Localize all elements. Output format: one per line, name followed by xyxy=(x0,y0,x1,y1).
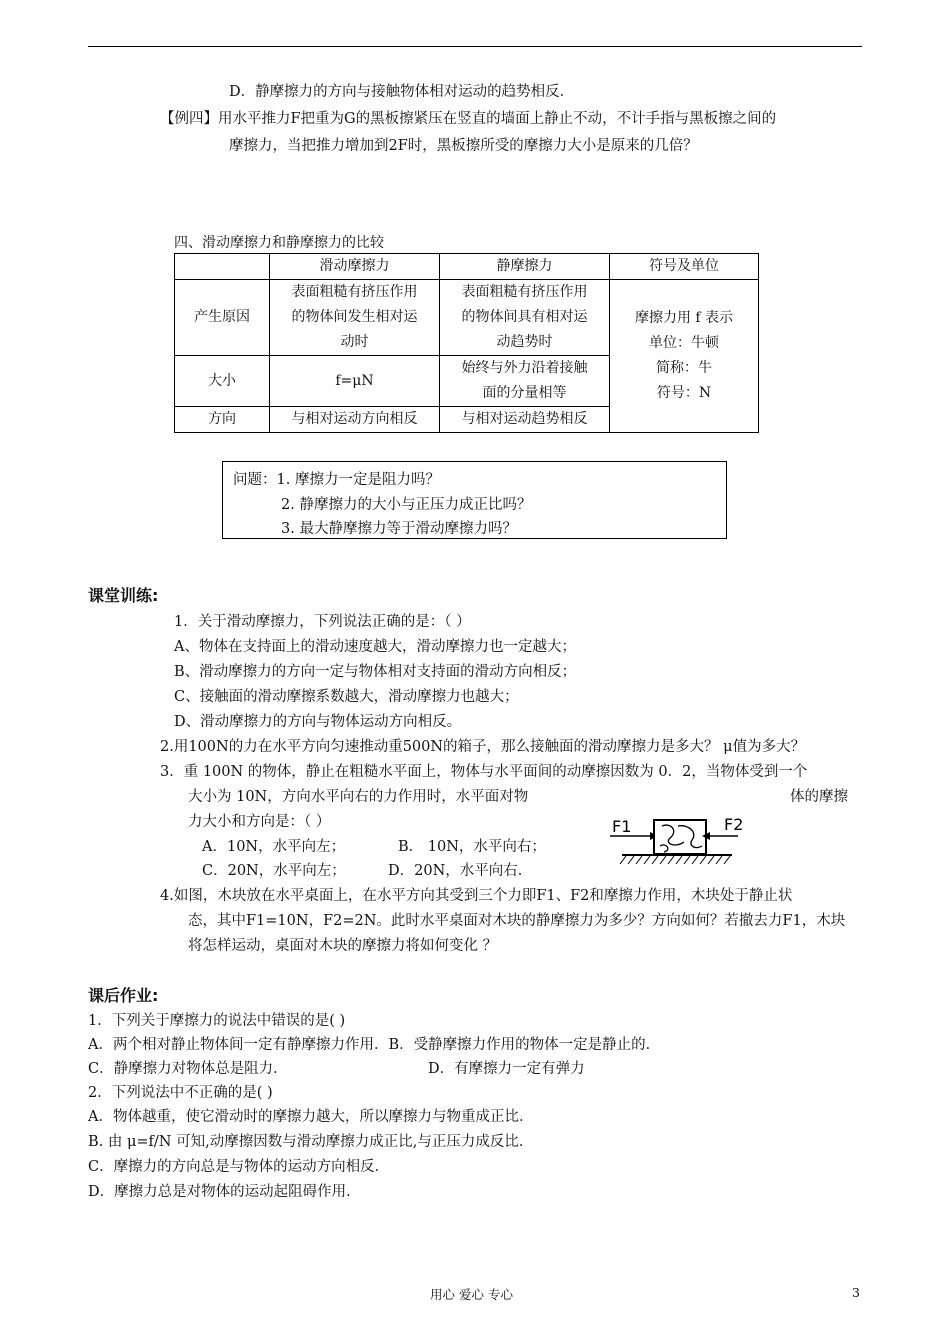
cell-line: 动趋势时 xyxy=(496,334,553,350)
classwork-q1-option-a: A、物体在支持面上的滑动速度越大，滑动摩擦力也一定越大； xyxy=(174,639,576,655)
homework-q1-options-ab: A．两个相对静止物体间一定有静摩擦力作用．B．受静摩擦力作用的物体一定是静止的． xyxy=(88,1037,661,1053)
cell-line: 动时 xyxy=(340,334,369,350)
cell-line: 始终与外力沿着接触 xyxy=(461,360,588,376)
table-hatching xyxy=(620,856,730,864)
homework-q1-option-d: D．有摩擦力一定有弹力 xyxy=(428,1061,585,1077)
cell-line: 表面粗糙有挤压作用 xyxy=(461,284,588,300)
cell-line: 简称：牛 xyxy=(656,360,712,376)
cell-line: 的物体间具有相对运 xyxy=(461,309,588,325)
question-box xyxy=(222,461,727,539)
classwork-q4-line-3: 将怎样运动，桌面对木块的摩擦力将如何变化 ？ xyxy=(188,938,498,954)
comparison-table xyxy=(174,253,759,433)
example-4-line-2: 摩擦力，当把推力增加到2F时，黑板擦所受的摩擦力大小是原来的几倍？ xyxy=(229,138,698,154)
classwork-q3-line-3: 力大小和方向是：（ ） xyxy=(188,814,331,830)
cell-line: 符号：N xyxy=(656,385,712,401)
table-header-cell: 滑动摩擦力 xyxy=(270,254,440,280)
cell-direction-static: 与相对运动趋势相反 xyxy=(440,407,610,433)
force-f2-label: F2 xyxy=(724,815,744,834)
classwork-q4-line-2: 态，其中F1=10N，F2=2N。此时水平桌面对木块的静摩擦力为多少？方向如何？若撤去力F1，木块 xyxy=(188,913,846,929)
force-diagram xyxy=(604,812,744,874)
page-number: 3 xyxy=(852,1285,860,1300)
table-header-cell: 符号及单位 xyxy=(610,254,759,280)
question-1: 问题：1. 摩擦力一定是阻力吗？ xyxy=(233,472,440,488)
homework-title: 课后作业: xyxy=(88,986,159,1005)
classwork-q1-option-c: C、接触面的滑动摩擦系数越大，滑动摩擦力也越大； xyxy=(174,689,519,705)
classwork-q3-line-2b: 体的摩擦 xyxy=(790,789,848,805)
comparison-heading: 四、滑动摩擦力和静摩擦力的比较 xyxy=(174,235,384,251)
classwork-q2: 2.用100N的力在水平方向匀速推动重500N的箱子，那么接触面的滑动摩擦力是多大？ μ值为多大？ xyxy=(160,739,806,755)
classwork-q3-option-a: A．10N，水平向左； xyxy=(202,839,346,855)
table-header-cell xyxy=(175,254,270,280)
classwork-q4-line-1: 4.如图，木块放在水平桌面上，在水平方向其受到三个力即F1、F2和摩擦力作用，木块处于静止状 xyxy=(160,888,793,904)
classwork-q3-option-c: C．20N，水平向左； xyxy=(202,863,346,879)
homework-q2-option-c: C．摩擦力的方向总是与物体的运动方向相反． xyxy=(88,1159,390,1175)
force-f1-label: F1 xyxy=(612,817,632,836)
cell-line: 摩擦力用 f 表示 xyxy=(634,310,734,326)
classwork-q1: 1．关于滑动摩擦力，下列说法正确的是：（ ） xyxy=(174,614,471,630)
cell-line: 的物体间发生相对运 xyxy=(291,309,418,325)
homework-q2-option-a: A．物体越重，使它滑动时的摩擦力越大，所以摩擦力与物重成正比． xyxy=(88,1109,534,1125)
classwork-q3-line-1: 3．重 100N 的物体，静止在粗糙水平面上，物体与水平面间的动摩擦因数为 0．2，当物体受到一个 xyxy=(160,764,808,780)
classwork-title-text: 课堂训练 xyxy=(88,586,153,605)
cell-size-static xyxy=(440,356,610,407)
header-rule xyxy=(88,46,862,47)
homework-title-text: 课后作业 xyxy=(88,986,153,1005)
homework-q1-option-c: C．静摩擦力对物体总是阻力． xyxy=(88,1061,288,1077)
classwork-q3-option-d: D．20N，水平向右． xyxy=(388,863,533,879)
cell-cause-sliding xyxy=(270,280,440,356)
cell-line: 表面粗糙有挤压作用 xyxy=(291,284,418,300)
row-label-size: 大小 xyxy=(175,356,270,407)
question-2: 2. 静摩擦力的大小与正压力成正比吗？ xyxy=(281,497,532,513)
cell-line: 单位：牛顿 xyxy=(649,335,719,351)
homework-q1: 1．下列关于摩擦力的说法中错误的是( ) xyxy=(88,1013,346,1029)
homework-q2-option-b: B. 由 μ=f/N 可知,动摩擦因数与滑动摩擦力成正比,与正压力成反比． xyxy=(88,1134,534,1150)
homework-q2-option-d: D．摩擦力总是对物体的运动起阻碍作用． xyxy=(88,1184,361,1200)
classwork-q3-line-2a: 大小为 10N，方向水平向右的力作用时，水平面对物 xyxy=(188,789,529,805)
cell-cause-static xyxy=(440,280,610,356)
question-3: 3. 最大静摩擦力等于滑动摩擦力吗？ xyxy=(281,521,517,537)
cell-line: 面的分量相等 xyxy=(482,385,567,401)
option-d-text: D．静摩擦力的方向与接触物体相对运动的趋势相反． xyxy=(229,84,575,100)
classwork-q1-option-d: D、滑动摩擦力的方向与物体运动方向相反。 xyxy=(174,714,462,730)
classwork-q3-option-b: B． 10N，水平向右； xyxy=(398,839,546,855)
footer-motto: 用心 爱心 专心 xyxy=(430,1287,513,1302)
example-4-line-1: 【例四】用水平推力F把重为G的黑板擦紧压在竖直的墙面上静止不动，不计手指与黑板擦之间的 xyxy=(160,111,777,127)
homework-q2: 2．下列说法中不正确的是( ) xyxy=(88,1085,273,1101)
row-label-direction: 方向 xyxy=(175,407,270,433)
classwork-title: 课堂训练: xyxy=(88,586,159,605)
cell-size-sliding: f=μN xyxy=(270,356,440,407)
table-header-cell: 静摩擦力 xyxy=(440,254,610,280)
classwork-q1-option-b: B、滑动摩擦力的方向一定与物体相对支持面的滑动方向相反； xyxy=(174,664,577,680)
cell-symbol-unit xyxy=(610,280,759,433)
cell-direction-sliding: 与相对运动方向相反 xyxy=(270,407,440,433)
row-label-cause: 产生原因 xyxy=(175,280,270,356)
